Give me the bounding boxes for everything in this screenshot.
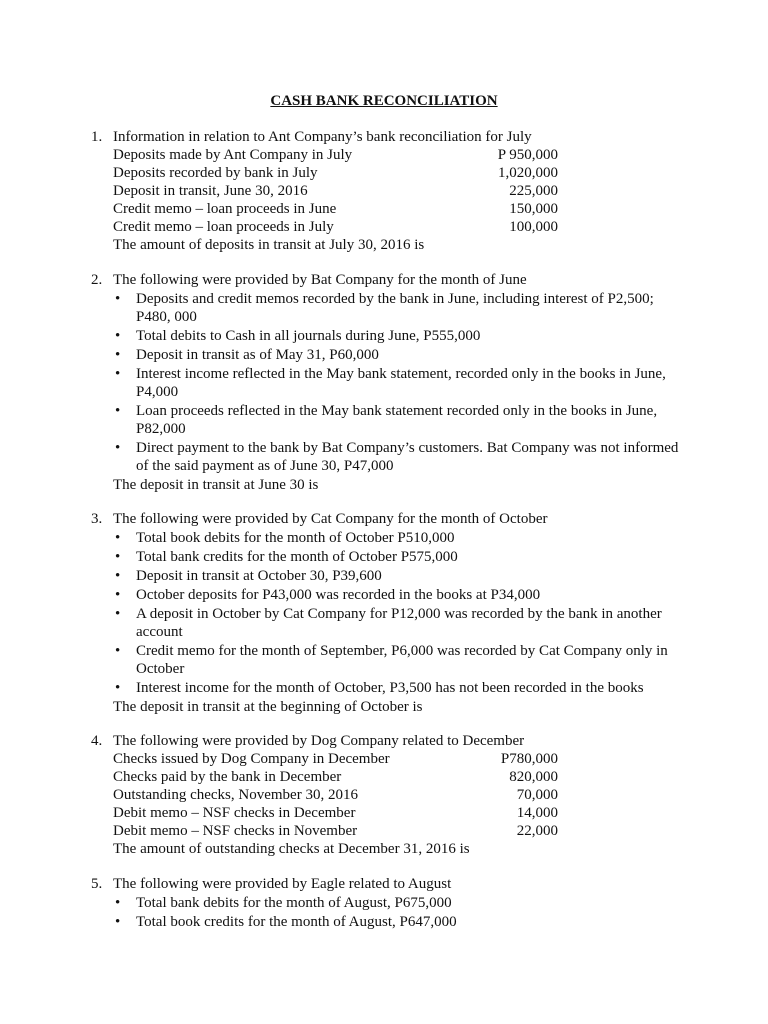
question-intro: Information in relation to Ant Company’s bank reconciliation for July	[113, 129, 532, 145]
row-label: Outstanding checks, November 30, 2016	[113, 787, 358, 803]
bullet-icon: •	[115, 680, 121, 696]
list-item-text: Total bank debits for the month of August, P675,000	[136, 895, 452, 911]
amount-row	[113, 200, 691, 218]
amount-row	[113, 182, 691, 200]
bullet-list	[113, 529, 691, 697]
row-label: Deposit in transit, June 30, 2016	[113, 183, 308, 199]
bullet-icon: •	[115, 366, 121, 382]
list-item	[113, 402, 691, 438]
bullet-icon: •	[115, 568, 121, 584]
document-title: CASH BANK RECONCILIATION	[270, 93, 498, 109]
list-item-text: Total book debits for the month of October P510,000	[136, 530, 455, 546]
row-label: Checks paid by the bank in December	[113, 769, 342, 785]
list-item	[113, 642, 691, 678]
question-text: The deposit in transit at the beginning of October is	[113, 699, 423, 715]
amount-row	[113, 164, 691, 182]
list-item	[113, 605, 691, 641]
row-label: Credit memo – loan proceeds in July	[113, 219, 334, 235]
bullet-icon: •	[115, 328, 121, 344]
row-amount: P 950,000	[497, 147, 558, 163]
question-2	[91, 271, 691, 494]
row-amount: 22,000	[516, 823, 558, 839]
list-item	[113, 439, 691, 475]
list-item-text: Interest income reflected in the May bank statement, recorded only in the books in June, P4,000	[136, 366, 666, 400]
row-label: Credit memo – loan proceeds in June	[113, 201, 337, 217]
question-4	[91, 732, 691, 858]
amount-row	[113, 218, 691, 236]
list-item	[113, 327, 691, 345]
list-item	[113, 346, 691, 364]
list-item	[113, 529, 691, 547]
list-item	[113, 290, 691, 326]
list-item-text: Total book credits for the month of August, P647,000	[136, 914, 457, 930]
row-label: Deposits made by Ant Company in July	[113, 147, 353, 163]
row-amount: 70,000	[516, 787, 558, 803]
bullet-icon: •	[115, 549, 121, 565]
row-amount: 1,020,000	[498, 165, 558, 181]
row-label: Debit memo – NSF checks in December	[113, 805, 356, 821]
list-item-text: Direct payment to the bank by Bat Company’s customers. Bat Company was not informed of the said payment as of June 30, P47,000	[136, 440, 679, 474]
amount-row	[113, 786, 691, 804]
row-amount: 150,000	[509, 201, 558, 217]
question-number: 5.	[91, 876, 103, 892]
question-intro: The following were provided by Cat Company for the month of October	[113, 511, 548, 527]
question-text: The amount of outstanding checks at December 31, 2016 is	[113, 841, 470, 857]
question-text: The deposit in transit at June 30 is	[113, 477, 319, 493]
row-amount: 100,000	[509, 219, 558, 235]
list-item-text: Deposit in transit as of May 31, P60,000	[136, 347, 379, 363]
row-amount: 225,000	[509, 183, 558, 199]
question-number: 4.	[91, 733, 103, 749]
row-amount: 820,000	[509, 769, 558, 785]
list-item-text: Loan proceeds reflected in the May bank statement recorded only in the books in June, P82,000	[136, 403, 658, 437]
amount-row	[113, 822, 691, 840]
list-item	[113, 548, 691, 566]
amount-row	[113, 146, 691, 164]
list-item-text: Deposit in transit at October 30, P39,600	[136, 568, 382, 584]
bullet-icon: •	[115, 291, 121, 307]
question-intro: The following were provided by Dog Company related to December	[113, 733, 525, 749]
list-item	[113, 567, 691, 585]
list-item	[113, 679, 691, 697]
bullet-icon: •	[115, 530, 121, 546]
question-5	[91, 875, 691, 932]
question-number: 1.	[91, 129, 103, 145]
list-item-text: Interest income for the month of October, P3,500 has not been recorded in the books	[136, 680, 644, 696]
list-item-text: A deposit in October by Cat Company for P12,000 was recorded by the bank in another account	[136, 606, 662, 640]
row-label: Debit memo – NSF checks in November	[113, 823, 358, 839]
question-number: 3.	[91, 511, 103, 527]
bullet-icon: •	[115, 895, 121, 911]
question-1	[91, 128, 691, 254]
list-item	[113, 365, 691, 401]
bullet-list	[113, 894, 691, 931]
bullet-icon: •	[115, 587, 121, 603]
bullet-list	[113, 290, 691, 475]
amount-row	[113, 768, 691, 786]
list-item-text: October deposits for P43,000 was recorded in the books at P34,000	[136, 587, 541, 603]
list-item	[113, 586, 691, 604]
row-amount: 14,000	[516, 805, 558, 821]
question-number: 2.	[91, 272, 103, 288]
bullet-icon: •	[115, 606, 121, 622]
list-item-text: Total debits to Cash in all journals during June, P555,000	[136, 328, 481, 344]
bullet-icon: •	[115, 440, 121, 456]
question-3	[91, 510, 691, 716]
bullet-icon: •	[115, 403, 121, 419]
bullet-icon: •	[115, 643, 121, 659]
row-amount: P780,000	[500, 751, 558, 767]
question-intro: The following were provided by Eagle related to August	[113, 876, 452, 892]
list-item-text: Credit memo for the month of September, P6,000 was recorded by Cat Company only in October	[136, 643, 668, 677]
bullet-icon: •	[115, 914, 121, 930]
bullet-icon: •	[115, 347, 121, 363]
question-text: The amount of deposits in transit at July 30, 2016 is	[113, 237, 425, 253]
list-item-text: Deposits and credit memos recorded by the bank in June, including interest of P2,500; P480, 000	[136, 291, 654, 325]
question-intro: The following were provided by Bat Company for the month of June	[113, 272, 527, 288]
row-label: Checks issued by Dog Company in December	[113, 751, 390, 767]
row-label: Deposits recorded by bank in July	[113, 165, 318, 181]
amount-row	[113, 804, 691, 822]
list-item	[113, 913, 691, 931]
amount-row	[113, 750, 691, 768]
list-item	[113, 894, 691, 912]
list-item-text: Total bank credits for the month of October P575,000	[136, 549, 458, 565]
